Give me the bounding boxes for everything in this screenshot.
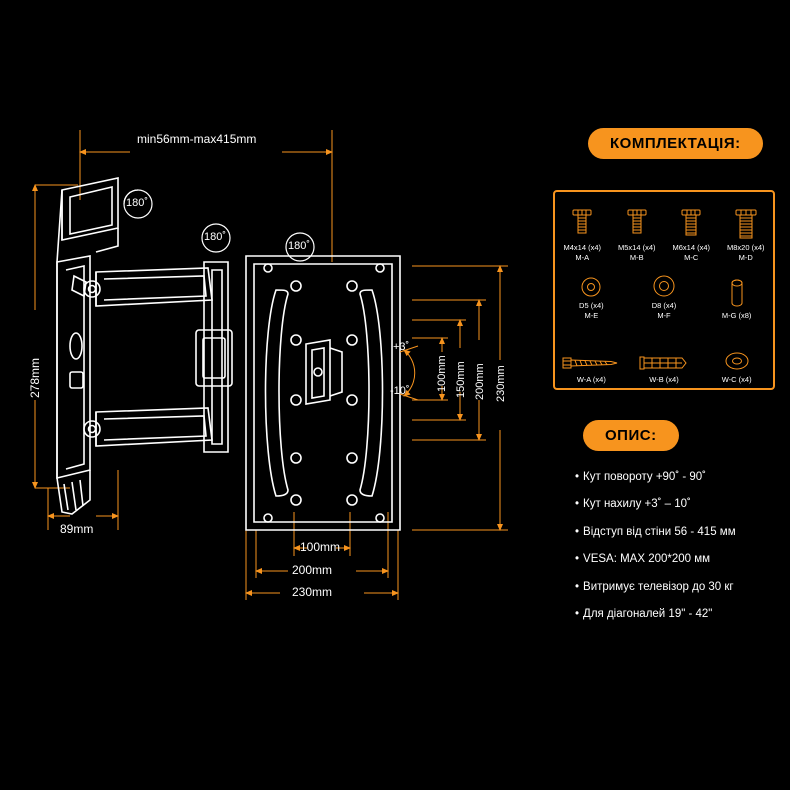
- kit-item-m-g: [710, 275, 764, 320]
- label-top-span: min56mm-max415mm: [137, 132, 257, 146]
- machine-screw-icon: [626, 207, 648, 241]
- kit-code: M-D: [738, 252, 753, 262]
- label-tilt-down: -10˚: [390, 385, 410, 397]
- list-item: [575, 497, 790, 511]
- bullet-icon: •: [575, 580, 580, 593]
- kit-item-m-b: [610, 207, 664, 262]
- label-right-dim-200: 200mm: [474, 363, 486, 400]
- kit-item-m-d: [719, 207, 773, 262]
- kit-label: M8x20 (x4): [726, 243, 765, 253]
- swivel-angle-marks: [124, 190, 314, 261]
- list-item: [575, 607, 790, 621]
- description-panel-title: ОПИС:: [583, 420, 679, 451]
- description-text: Для діагоналей 19" - 42": [583, 607, 713, 620]
- machine-screw-icon: [680, 207, 702, 241]
- kit-code: M-F: [657, 310, 671, 320]
- kit-label: D5 (x4): [579, 301, 604, 311]
- machine-screw-icon: [734, 207, 758, 241]
- kit-label: M6x14 (x4): [672, 243, 710, 253]
- list-item: [575, 552, 790, 566]
- description-text: Відступ від стіни 56 - 415 мм: [583, 525, 736, 538]
- washer-icon: [651, 265, 677, 299]
- kit-item-w-b: [637, 339, 691, 384]
- label-right-dim-150: 150mm: [455, 361, 467, 398]
- description-text: Кут повороту +90˚ - 90˚: [583, 471, 706, 483]
- kit-item-w-c: [710, 339, 764, 384]
- list-item: [575, 470, 790, 484]
- kit-code: M-B: [629, 252, 644, 262]
- kit-label: W-A (x4): [576, 374, 606, 384]
- label-bottom-dim-200: 200mm: [292, 563, 333, 577]
- label-base-width: 89mm: [60, 522, 94, 536]
- spacer-icon: [729, 275, 745, 309]
- bullet-icon: •: [575, 553, 580, 566]
- swivel-badge-3: 180˚: [288, 240, 311, 252]
- machine-screw-icon: [571, 207, 593, 241]
- description-text: VESA: MAX 200*200 мм: [583, 553, 711, 566]
- kit-label: M5x14 (x4): [617, 243, 656, 253]
- kit-label: W-B (x4): [649, 374, 679, 384]
- kit-item-m-c: [664, 207, 718, 262]
- description-text: Витримує телевізор до 30 кг: [583, 580, 734, 593]
- kit-item-w-a: [564, 339, 618, 384]
- kit-contents-box: [553, 190, 775, 390]
- flat-washer-icon: [724, 339, 750, 373]
- kit-item-m-f: [637, 265, 691, 320]
- label-bottom-dim-100: 100mm: [300, 540, 341, 554]
- bullet-icon: •: [575, 471, 580, 483]
- kit-label: W-C (x4): [721, 374, 752, 384]
- wall-plug-icon: [638, 339, 690, 373]
- kit-label: M-G (x8): [721, 310, 752, 320]
- description-text: Кут нахилу +3˚ – 10˚: [583, 498, 691, 511]
- kit-code: M-A: [575, 252, 590, 262]
- label-bottom-dim-230: 230mm: [292, 585, 333, 599]
- wood-screw-icon: [561, 339, 621, 373]
- washer-icon: [579, 265, 603, 299]
- label-tilt-up: +3˚: [393, 341, 410, 353]
- list-item: [575, 525, 790, 539]
- description-list: [575, 470, 790, 634]
- label-right-dim-100: 100mm: [436, 355, 448, 392]
- kit-code: M-C: [684, 252, 699, 262]
- kit-label: D8 (x4): [651, 301, 677, 311]
- kit-row-wall-anchors: [555, 324, 773, 384]
- kit-code: M-E: [584, 310, 599, 320]
- swivel-badge-1: 180˚: [126, 197, 149, 209]
- swivel-badge-2: 180˚: [204, 231, 227, 243]
- label-right-dim-230: 230mm: [495, 365, 507, 402]
- label-left-height: 278mm: [28, 357, 42, 398]
- list-item: [575, 580, 790, 594]
- kit-item-m-e: [564, 265, 618, 320]
- kit-row-washers: [555, 264, 773, 320]
- bullet-icon: •: [575, 525, 580, 538]
- kit-panel-title: КОМПЛЕКТАЦІЯ:: [588, 128, 763, 159]
- bullet-icon: •: [575, 498, 580, 511]
- kit-row-screws: [555, 200, 773, 262]
- bullet-icon: •: [575, 607, 580, 620]
- kit-label: M4x14 (x4): [563, 243, 601, 253]
- kit-item-m-a: [555, 207, 609, 262]
